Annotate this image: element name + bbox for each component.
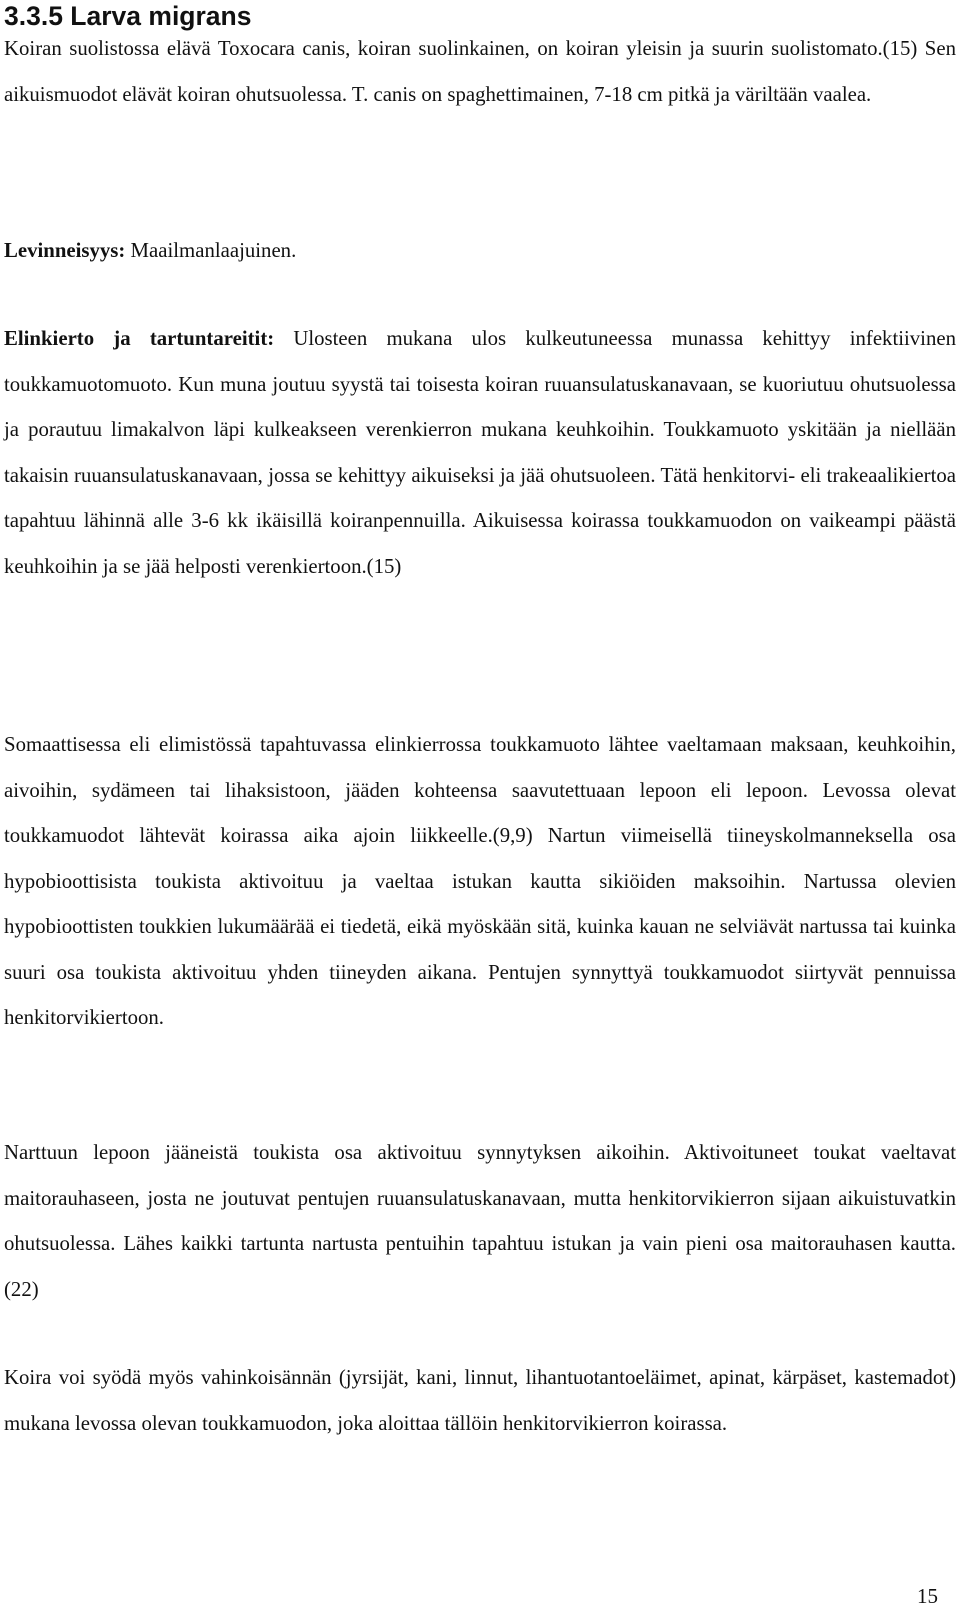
section-heading: 3.3.5 Larva migrans bbox=[4, 1, 252, 31]
lactation-paragraph: Narttuun lepoon jääneistä toukista osa aktivoituu synnytyksen aikoihin. Aktivoituneet toukat vaeltavat maitorauhaseen, josta ne joutuvat pentujen ruuansulatuskanavaan, mutta henkitorvikierron sijaan aikuistuvatkin ohutsuolessa. Lähes kaikki tartunta nartusta pentuihin tapahtuu istukan ja vain pieni osa maitorauhasen kautta.(22) bbox=[4, 1141, 956, 1301]
page-number: 15 bbox=[917, 1584, 938, 1608]
lifecycle-text: Ulosteen mukana ulos kulkeutuneessa munassa kehittyy infektiivinen toukkamuotomuoto. Kun muna joutuu syystä tai toisesta koiran ruuansulatuskanavaan, se kuoriutuu ohutsuolessa ja porautuu limakalvon läpi kulkeakseen verenkierron mukana keuhkoihin. Toukkamuoto yskitään ja niellään takaisin ruuansulatuskanavaan, jossa se kehittyy aikuiseksi ja jää ohutsuoleen. Tätä henkitorvi- eli trakeaalikiertoa tapahtuu lähinnä alle 3-6 kk ikäisillä koiranpennuilla. Aikuisessa koirassa toukkamuodon on vaikeampi päästä keuhkoihin ja se jää helposti verenkiertoon.(15) bbox=[4, 327, 956, 578]
distribution-text: Maailmanlaajuinen. bbox=[125, 239, 297, 262]
paratenic-host-paragraph: Koira voi syödä myös vahinkoisännän (jyrsijät, kani, linnut, lihantuotantoeläimet, apinat, kärpäset, kastemadot) mukana levossa olevan toukkamuodon, joka aloittaa tällöin henkitorvikierron koirassa. bbox=[4, 1366, 956, 1435]
somatic-cycle-paragraph: Somaattisessa eli elimistössä tapahtuvassa elinkierrossa toukkamuoto lähtee vaeltamaan maksaan, keuhkoihin, aivoihin, sydämeen tai lihaksistoon, jääden kohteensa saavutettuaan lepoon eli lepoon. Levossa olevat toukkamuodot lähtevät koirassa aika ajoin liikkeelle.(9,9) Nartun viimeisellä tiineyskolmanneksella osa hypobioottisista toukista aktivoituu ja vaeltaa istukan kautta sikiöiden maksoihin. Nartussa olevien hypobioottisten toukkien lukumäärää ei tiedetä, eikä myöskään sitä, kuinka kauan ne selviävät nartussa tai kuinka suuri osa toukista aktivoituu yhden tiineyden aikana. Pentujen synnyttyä toukkamuodot siirtyvät pennuissa henkitorvikiertoon. bbox=[4, 733, 956, 1029]
intro-paragraph: Koiran suolistossa elävä Toxocara canis, koiran suolinkainen, on koiran yleisin ja suurin suolistomato.(15) Sen aikuismuodot elävät koiran ohutsuolessa. T. canis on spaghettimainen, 7-18 cm pitkä ja väriltään vaalea. bbox=[4, 37, 956, 106]
distribution-label: Levinneisyys: bbox=[4, 239, 126, 262]
lifecycle-paragraph bbox=[4, 316, 956, 589]
distribution-paragraph bbox=[4, 228, 956, 274]
lifecycle-label: Elinkierto ja tartuntareitit: bbox=[4, 327, 275, 350]
